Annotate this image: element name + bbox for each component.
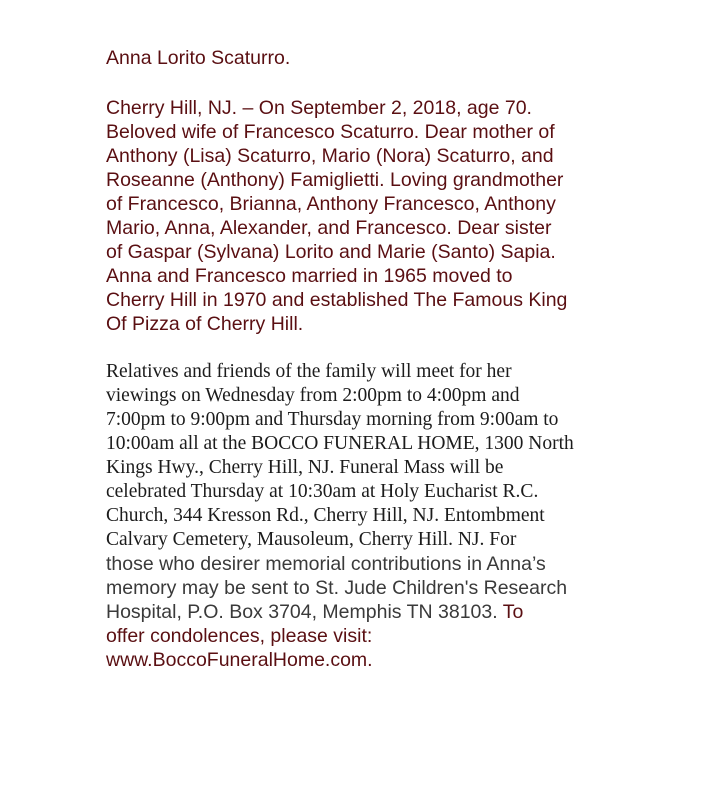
text-line: Cherry Hill, NJ. – On September 2, 2018, age 70. <box>106 97 532 119</box>
text-line: viewings on Wednesday from 2:00pm to 4:00pm and <box>106 385 520 406</box>
services-serif-block <box>106 360 706 552</box>
obituary-paragraph-biography <box>106 96 706 336</box>
text-line: Of Pizza of Cherry Hill. <box>106 313 304 335</box>
text-line: offer condolences, please visit: <box>106 625 373 647</box>
text-line: Anthony (Lisa) Scaturro, Mario (Nora) Scaturro, and <box>106 145 554 167</box>
text-line: Kings Hwy., Cherry Hill, NJ. Funeral Mass will be <box>106 457 504 478</box>
text-line: Relatives and friends of the family will meet for her <box>106 361 512 382</box>
text-line: 10:00am all at the BOCCO FUNERAL HOME, 1300 North <box>106 433 574 454</box>
text-line: 7:00pm to 9:00pm and Thursday morning from 9:00am to <box>106 409 559 430</box>
text-line: of Gaspar (Sylvana) Lorito and Marie (Santo) Sapia. <box>106 241 556 263</box>
text-line: Calvary Cemetery, Mausoleum, Cherry Hill. NJ. For <box>106 529 517 550</box>
text-line-mixed <box>106 600 706 624</box>
obituary-paragraph-services <box>106 360 706 672</box>
contributions-block <box>106 552 706 624</box>
obituary-title: Anna Lorito Scaturro. <box>106 47 291 69</box>
text-line: Cherry Hill in 1970 and established The Famous King <box>106 289 568 311</box>
text-line: Anna and Francesco married in 1965 moved to <box>106 265 513 287</box>
obituary-document <box>106 46 706 672</box>
condolence-intro: To <box>497 601 524 623</box>
text-line: Mario, Anna, Alexander, and Francesco. Dear sister <box>106 217 552 239</box>
text-line: Church, 344 Kresson Rd., Cherry Hill, NJ. Entombment <box>106 505 545 526</box>
hospital-address: Hospital, P.O. Box 3704, Memphis TN 38103. <box>106 601 498 623</box>
condolences-block <box>106 624 706 672</box>
text-line: Roseanne (Anthony) Famiglietti. Loving grandmother <box>106 169 564 191</box>
text-line: memory may be sent to St. Jude Children's Research <box>106 577 568 599</box>
funeral-home-website-link[interactable]: www.BoccoFuneralHome.com. <box>106 649 373 671</box>
text-line: celebrated Thursday at 10:30am at Holy Eucharist R.C. <box>106 481 539 502</box>
text-line: those who desirer memorial contributions in Anna’s <box>106 553 546 575</box>
text-line: Beloved wife of Francesco Scaturro. Dear mother of <box>106 121 555 143</box>
text-line: of Francesco, Brianna, Anthony Francesco, Anthony <box>106 193 556 215</box>
